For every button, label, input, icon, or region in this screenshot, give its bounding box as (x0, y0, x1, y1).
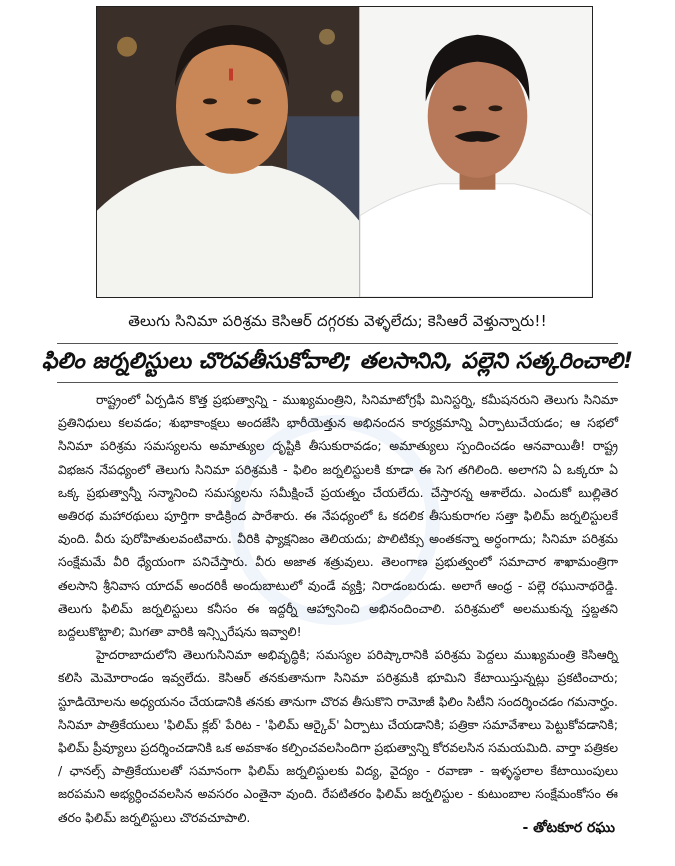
photo-collage (96, 6, 593, 298)
headline: ఫిలిం జర్నలిస్టులు చొరవతీసుకోవాలి; తలసానిని, పల్లెని సత్కరించాలి! (41, 349, 634, 374)
subheadline: తెలుగు సినిమా పరిశ్రమ కెసిఆర్ దగ్గరకు వెళ్ళలేదు; కెసిఆరే వెళ్తున్నారు!! (128, 312, 547, 330)
portrait-photo-left (97, 7, 359, 297)
divider-top (57, 343, 618, 344)
divider-bottom (57, 382, 618, 383)
article-body (58, 388, 618, 829)
paragraph: రాష్ట్రంలో ఏర్పడిన కొత్త ప్రభుత్వాన్ని - ముఖ్యమంత్రిని, సినిమాటోగ్రఫీ మినిస్టర్ని, కమీషనరుని తెలుగు సినిమా ప్రతినిధులు కలవడం; శుభాకాంక్షలు అందజేసి భారీయెత్తున అభినందన కార్యక్రమాన్ని ఏర్పాటుచేయడం; ఆ సభలో సినిమా పరిశ్రమ సమస్యలను అమాత్యుల దృష్టికి తీసుకురావడం; అమాత్యులు స్పందించడం ఆనవాయితీ! రాష్ట్ర విభజన నేపధ్యంలో తెలుగు సినిమా పరిశ్రమకి - ఫిలిం జర్నలిస్టులకి కూడా ఈ సెగ తగిలింది. అలాగని ఏ ఒక్కరూ ఏ ఒక్క ప్రభుత్వాన్నీ సన్మానించి సమస్యలను సమీక్షించే ప్రయత్నం చేయలేదు. చేస్తారన్న ఆశాలేదు. ఎందుకో బుల్లితెర అతిరథ మహారథులు పూర్తిగా కాడిక్రింద పారేశారు. ఈ నేపధ్యంలో ఓ కదలిక తీసుకురాగల సత్తా ఫిలిమ్ జర్నలిస్టులకే వుంది. వీరు పురోహితులవంటివారు. వీరికి ఫ్యాక్షనిజం తెలియదు; పొలిటిక్సు అంతకన్నా అర్ధంగాదు; సినిమా పరిశ్రమ సంక్షేమమే వీరి ధ్యేయంగా పనిచేస్తారు. వీరు అజాత శత్రువులు. తెలంగాణ ప్రభుత్వంలో సమాచార శాఖామంత్రిగా తలసాని శ్రీనివాస యాదవ్ అందరికీ అందుబాటులో వుండే వ్యక్తి; నిరాడంబరుడు. అలాగే ఆంధ్ర - పల్లె రఘునాథరెడ్డి. తెలుగు ఫిలిమ్ జర్నలిస్టులు కనీసం ఈ ఇద్దర్నీ ఆహ్వానించి అభినందించాలి. పరిశ్రమలో అలముకున్న స్తబ్దతని బద్దలుకొట్టాలి; మిగతా వారికి ఇన్స్పిరేషను ఇవ్వాలి! (58, 392, 618, 640)
portrait-photo-right (359, 7, 592, 297)
author-signature: - తోటకూర రఘు (522, 820, 615, 836)
paragraph: హైదరాబాదులోని తెలుగుసినిమా అభివృద్ధికి; సమస్యల పరిష్కారానికి పరిశ్రమ పెద్దలు ముఖ్యమంత్రి కెసిఆర్ని కలిసి మెమోరాండం ఇవ్వలేదు. కెసిఆర్ తనకుతానుగా సినిమా పరిశ్రమకి భూమిని కేటాయిస్తున్నట్లు ప్రకటించారు; స్టూడియోలను అధ్యయనం చేయడానికి తనకు తానుగా చొరవ తీసుకొని రామోజీ ఫిలిం సిటీని సందర్శించడం గమనార్హం. సినిమా పాత్రికేయులు 'ఫిలిమ్ క్లబ్' పేరిట - 'ఫిలిమ్ ఆర్కైవ్' ఏర్పాటు చేయడానికి; పత్రికా సమావేశాలు పెట్టుకోవడానికి; ఫిలిమ్ ప్రీవ్యూలు ప్రదర్శించడానికి ఒక అవకాశం కల్పించవలసిందిగా ప్రభుత్వాన్ని కోరవలసిన సమయమిది. వార్తా పత్రికల / ఛానల్స్ పాత్రికేయులతో సమానంగా ఫిలిమ్ జర్నలిస్టులకు విద్య, వైద్యం - రవాణా - ఇళ్ళస్థలాల కేటాయింపులు జరపమని అభ్యర్ధించవలసిన అవసరం ఎంతైనా వుంది. రేపటితరం ఫిలిమ్ జర్నలిస్టుల - కుటుంబాల సంక్షేమంకోసం ఈ తరం ఫిలిమ్ జర్నలిస్టులు చొరవచూపాలి. (58, 647, 619, 825)
